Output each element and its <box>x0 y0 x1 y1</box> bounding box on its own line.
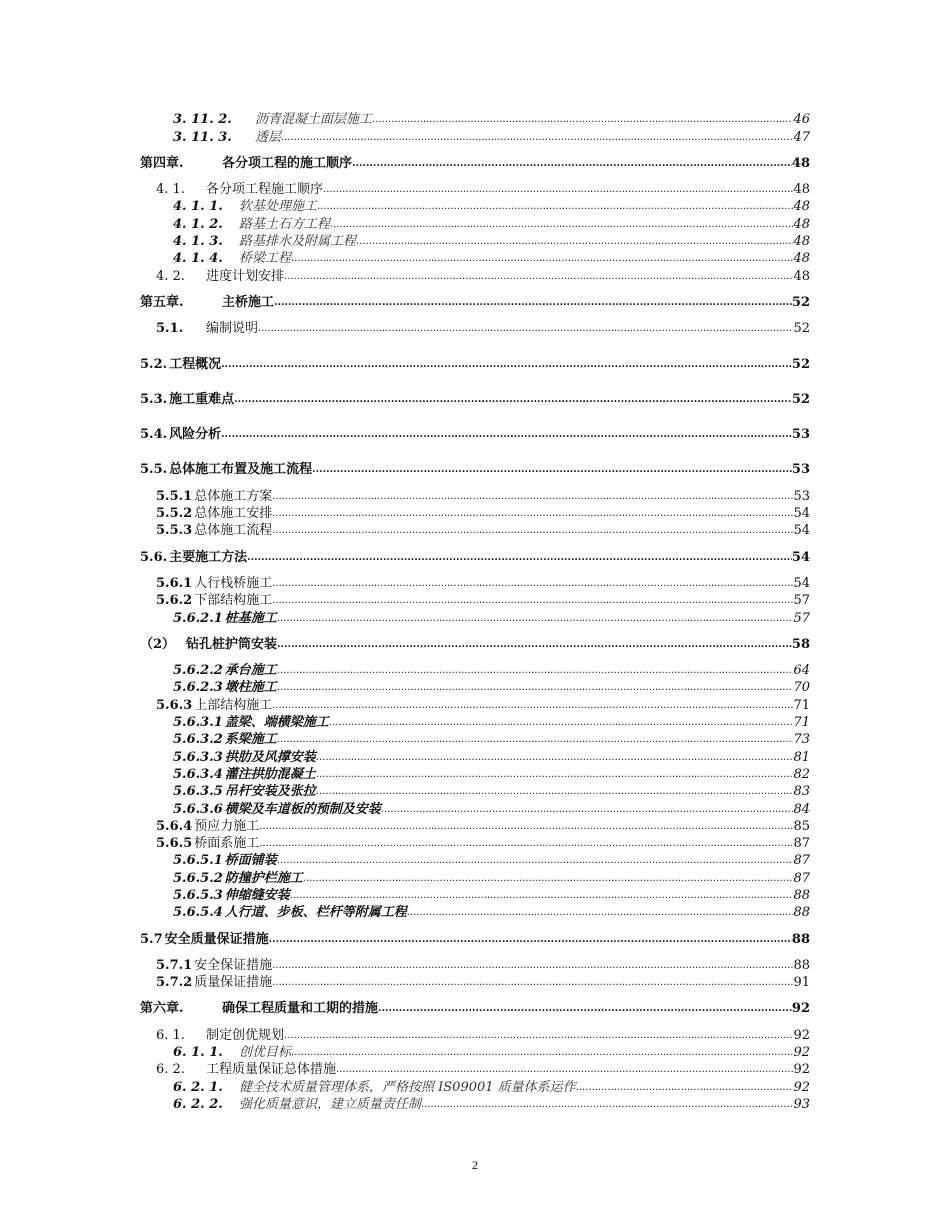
toc-entry[interactable] <box>140 887 810 904</box>
toc-entry-title: 透层 <box>255 129 282 145</box>
toc-entry-title: 桥面系施工 <box>194 836 260 852</box>
toc-entry-number: 5.6.2.1 <box>173 610 223 626</box>
toc-entry-number: 5.6.3.6 <box>173 801 223 817</box>
toc-entry[interactable] <box>140 731 810 748</box>
toc-entry[interactable] <box>140 522 810 539</box>
toc-entry[interactable] <box>140 181 810 198</box>
toc-entry[interactable] <box>140 714 810 731</box>
toc-entry-number: 5.6.5.3 <box>173 887 223 903</box>
toc-dot-leader <box>281 131 793 143</box>
toc-entry-page: 71 <box>793 697 810 713</box>
toc-entry-page: 52 <box>793 321 810 337</box>
toc-entry-number: 5.7.2 <box>156 975 193 991</box>
toc-entry-page: 52 <box>791 391 810 407</box>
toc-entry-page: 92 <box>793 1045 810 1061</box>
toc-entry-page: 81 <box>793 749 810 765</box>
toc-dot-leader <box>272 699 793 711</box>
toc-entry-title: 人行栈桥施工 <box>194 575 273 591</box>
toc-entry[interactable] <box>140 869 810 886</box>
toc-dot-leader <box>372 113 793 125</box>
toc-entry-title: 横梁及车道板的预制及安装 <box>224 801 381 817</box>
toc-dot-leader <box>272 524 793 536</box>
toc-entry-page: 48 <box>793 234 810 250</box>
toc-dot-leader <box>272 577 793 589</box>
toc-entry-page: 85 <box>793 818 810 834</box>
toc-dot-leader <box>247 551 792 563</box>
toc-entry-page: 73 <box>793 732 810 748</box>
toc-entry[interactable] <box>140 426 810 443</box>
toc-entry-page: 53 <box>793 488 810 504</box>
toc-entry-page: 87 <box>793 836 810 852</box>
toc-entry[interactable] <box>140 904 810 921</box>
toc-entry[interactable] <box>140 198 810 215</box>
toc-entry-title: 施工重难点 <box>169 391 235 407</box>
toc-entry-title: 主要施工方法 <box>169 549 248 565</box>
toc-entry-page: 54 <box>793 523 810 539</box>
toc-entry-number: 5.5.2 <box>156 506 193 522</box>
toc-entry-title: 总体施工安排 <box>194 506 273 522</box>
toc-entry-number: 5.6.5.1 <box>173 853 223 869</box>
toc-dot-leader <box>407 906 794 918</box>
toc-entry-number: 4. 1. 4. <box>173 251 223 267</box>
toc-entry-title: 确保工程质量和工期的措施 <box>222 1001 379 1017</box>
toc-entry-page: 48 <box>793 199 810 215</box>
toc-entry-number: 6. 1. 1. <box>173 1045 223 1061</box>
toc-entry-page: 88 <box>793 887 810 903</box>
toc-entry[interactable] <box>140 609 810 626</box>
toc-entry-page: 83 <box>793 784 810 800</box>
toc-dot-leader <box>277 664 794 676</box>
toc-entry[interactable] <box>140 1044 810 1061</box>
toc-entry-page: 54 <box>791 549 810 565</box>
toc-entry-number: 5.6.3.3 <box>173 749 223 765</box>
toc-entry[interactable] <box>140 679 810 696</box>
toc-dot-leader <box>272 959 793 971</box>
toc-entry-number: 5.6.2.2 <box>173 663 223 679</box>
toc-entry-page: 92 <box>793 1079 810 1095</box>
toc-dot-leader <box>381 803 794 815</box>
toc-dot-leader <box>277 854 794 866</box>
toc-entry-page: 48 <box>793 251 810 267</box>
toc-entry-page: 88 <box>791 931 810 947</box>
toc-entry-page: 87 <box>793 870 810 886</box>
toc-entry[interactable] <box>140 355 810 372</box>
toc-entry[interactable] <box>140 233 810 250</box>
toc-entry-number: 第五章. <box>140 294 184 310</box>
toc-entry-number: 6. 2. 1. <box>173 1079 223 1095</box>
toc-entry-page: 92 <box>793 1027 810 1043</box>
toc-entry-page: 48 <box>791 155 810 171</box>
toc-entry-page: 92 <box>793 1062 810 1078</box>
toc-entry-title: 系梁施工 <box>224 732 277 748</box>
toc-entry-title: 强化质量意识，建立质量责任制 <box>239 1096 422 1112</box>
toc-entry-number: 5.6.1 <box>156 575 193 591</box>
toc-entry-title: 上部结构施工 <box>194 697 273 713</box>
toc-entry-number: （2） <box>140 636 176 652</box>
toc-entry[interactable] <box>140 575 810 592</box>
toc-entry[interactable] <box>140 215 810 232</box>
toc-entry[interactable] <box>140 696 810 713</box>
toc-entry-number: 6. 1. <box>156 1027 185 1043</box>
toc-dot-leader <box>316 768 794 780</box>
toc-entry-page: 48 <box>793 182 810 198</box>
toc-entry-number: 5.7 <box>140 931 163 947</box>
toc-entry-number: 5.6.3.5 <box>173 784 223 800</box>
toc-entry-title: 预应力施工 <box>194 818 260 834</box>
toc-entry[interactable] <box>140 548 810 565</box>
toc-entry-number: 5.1. <box>156 321 184 337</box>
toc-entry-title: 防撞护栏施工 <box>224 870 303 886</box>
toc-entry[interactable] <box>140 957 810 974</box>
toc-entry-number: 5.6.5.2 <box>173 870 223 886</box>
toc-entry[interactable] <box>140 320 810 337</box>
toc-entry-page: 70 <box>793 680 810 696</box>
toc-entry-title: 安全保证措施 <box>194 957 273 973</box>
toc-entry-number: 5.6.3.2 <box>173 732 223 748</box>
toc-entry-page: 82 <box>793 766 810 782</box>
toc-entry[interactable] <box>140 128 810 145</box>
toc-entry-title: 伸缩缝安装 <box>224 887 290 903</box>
toc-entry-number: 5.7.1 <box>156 957 193 973</box>
toc-entry-number: 5.6.3.1 <box>173 715 223 731</box>
toc-entry-number: 5.5.1 <box>156 488 193 504</box>
toc-entry[interactable] <box>140 662 810 679</box>
toc-dot-leader <box>272 490 793 502</box>
toc-dot-leader <box>274 296 792 308</box>
toc-entry-title: 总体施工方案 <box>194 488 273 504</box>
toc-entry[interactable] <box>140 974 810 991</box>
toc-entry-number: 第六章. <box>140 1001 184 1017</box>
table-of-contents <box>140 111 810 1113</box>
toc-entry-number: 3. 11. 3. <box>173 129 232 145</box>
toc-entry[interactable] <box>140 852 810 869</box>
toc-dot-leader <box>576 1081 794 1093</box>
toc-entry-page: 57 <box>793 610 810 626</box>
toc-dot-leader <box>352 157 792 169</box>
toc-entry-title: 盖梁、端横梁施工 <box>224 715 329 731</box>
toc-entry-title: 主桥施工 <box>222 294 275 310</box>
toc-dot-leader <box>378 1002 792 1014</box>
toc-entry-title: 总体施工流程 <box>194 523 273 539</box>
toc-entry-number: 5.2. <box>140 356 168 372</box>
toc-entry-page: 52 <box>791 356 810 372</box>
toc-entry[interactable] <box>140 155 810 172</box>
toc-entry-page: 71 <box>793 715 810 731</box>
toc-dot-leader <box>221 358 792 370</box>
toc-entry-title: 承台施工 <box>224 663 277 679</box>
toc-entry-page: 52 <box>791 294 810 310</box>
toc-entry-number: 5.6. <box>140 549 168 565</box>
toc-entry-number: 5.4. <box>140 427 168 443</box>
toc-dot-leader <box>221 428 792 440</box>
toc-dot-leader <box>277 612 794 624</box>
toc-entry[interactable] <box>140 1078 810 1095</box>
toc-entry[interactable] <box>140 930 810 947</box>
toc-entry-title: 沥青混凝土面层施工 <box>255 112 373 128</box>
toc-entry-page: 88 <box>793 905 810 921</box>
toc-entry-title: 健全技术质量管理体系，严格按照 IS09001 质量体系运作 <box>239 1079 576 1095</box>
toc-dot-leader <box>290 889 794 901</box>
toc-entry-title: 总体施工布置及施工流程 <box>169 462 313 478</box>
toc-entry-page: 47 <box>793 129 810 145</box>
toc-entry[interactable] <box>140 250 810 267</box>
toc-entry-number: 4. 1. 2. <box>173 216 223 232</box>
toc-dot-leader <box>259 820 793 832</box>
toc-entry[interactable] <box>140 461 810 478</box>
toc-entry-title: 质量保证措施 <box>194 975 273 991</box>
toc-entry-number: 5.6.3 <box>156 697 193 713</box>
toc-dot-leader <box>277 733 794 745</box>
toc-entry[interactable] <box>140 592 810 609</box>
toc-entry[interactable] <box>140 636 810 653</box>
toc-entry[interactable] <box>140 294 810 311</box>
toc-entry-title: 桥梁工程 <box>239 251 292 267</box>
toc-entry-number: 5.6.2.3 <box>173 680 223 696</box>
toc-dot-leader <box>272 507 793 519</box>
toc-entry[interactable] <box>140 505 810 522</box>
toc-dot-leader <box>258 322 793 334</box>
toc-entry-title: 灌注拱肋混凝土 <box>224 766 316 782</box>
toc-entry[interactable] <box>140 487 810 504</box>
toc-entry-page: 48 <box>793 216 810 232</box>
toc-entry-page: 57 <box>793 593 810 609</box>
toc-entry[interactable] <box>140 267 810 284</box>
toc-entry-number: 4. 1. 3. <box>173 234 223 250</box>
toc-entry-title: 吊杆安装及张拉 <box>224 784 316 800</box>
toc-entry[interactable] <box>140 1000 810 1017</box>
toc-entry-page: 53 <box>791 462 810 478</box>
toc-entry-title: 各分项工程施工顺序 <box>206 182 324 198</box>
toc-entry-title: 桥面铺装 <box>224 853 277 869</box>
toc-dot-leader <box>291 1046 793 1058</box>
toc-dot-leader <box>269 933 792 945</box>
toc-entry-title: 安全质量保证措施 <box>164 931 269 947</box>
toc-dot-leader <box>330 218 793 230</box>
toc-entry-title: 各分项工程的施工顺序 <box>222 155 353 171</box>
toc-dot-leader <box>291 252 793 264</box>
toc-entry[interactable] <box>140 111 810 128</box>
toc-dot-leader <box>336 1063 793 1075</box>
toc-entry-title: 拱肋及风撑安装 <box>224 749 316 765</box>
toc-entry-page: 87 <box>793 853 810 869</box>
toc-entry-page: 53 <box>791 427 810 443</box>
toc-entry-number: 第四章. <box>140 155 184 171</box>
toc-dot-leader <box>234 393 792 405</box>
toc-entry[interactable] <box>140 766 810 783</box>
toc-dot-leader <box>421 1098 793 1110</box>
toc-entry-number: 5.3. <box>140 391 168 407</box>
toc-dot-leader <box>329 716 794 728</box>
toc-entry[interactable] <box>140 1096 810 1113</box>
toc-entry-page: 93 <box>793 1096 810 1112</box>
toc-entry-number: 5.5. <box>140 462 168 478</box>
toc-dot-leader <box>316 751 794 763</box>
toc-entry-page: 64 <box>793 663 810 679</box>
toc-entry-title: 下部结构施工 <box>194 593 273 609</box>
toc-dot-leader <box>284 1029 793 1041</box>
toc-entry-page: 88 <box>793 957 810 973</box>
toc-entry-page: 92 <box>791 1001 810 1017</box>
toc-entry-title: 路基土石方工程 <box>239 216 331 232</box>
toc-entry[interactable] <box>140 783 810 800</box>
toc-entry-number: 4. 1. <box>156 182 185 198</box>
toc-entry[interactable] <box>140 1061 810 1078</box>
toc-entry-number: 5.5.3 <box>156 523 193 539</box>
toc-entry-title: 工程质量保证总体措施 <box>206 1062 337 1078</box>
toc-entry[interactable] <box>140 1026 810 1043</box>
toc-entry[interactable] <box>140 391 810 408</box>
toc-dot-leader <box>272 976 793 988</box>
toc-entry-number: 4. 1. 1. <box>173 199 223 215</box>
toc-entry-title: 桩基施工 <box>224 610 277 626</box>
toc-entry-title: 路基排水及附属工程 <box>239 234 357 250</box>
toc-entry[interactable] <box>140 748 810 765</box>
toc-dot-leader <box>317 200 793 212</box>
toc-dot-leader <box>277 638 792 650</box>
toc-entry-title: 创优目标 <box>239 1045 292 1061</box>
toc-entry-title: 墩柱施工 <box>224 680 277 696</box>
toc-entry-title: 制定创优规划 <box>206 1027 285 1043</box>
toc-entry-page: 48 <box>793 268 810 284</box>
toc-dot-leader <box>316 785 794 797</box>
toc-entry-number: 5.6.4 <box>156 818 193 834</box>
toc-entry-title: 风险分析 <box>169 427 222 443</box>
toc-entry-title: 工程概况 <box>169 356 222 372</box>
toc-entry[interactable] <box>140 800 810 817</box>
toc-entry-number: 5.6.5 <box>156 836 193 852</box>
toc-entry-title: 软基处理施工 <box>239 199 318 215</box>
toc-dot-leader <box>277 681 794 693</box>
toc-entry-number: 3. 11. 2. <box>173 112 232 128</box>
toc-dot-leader <box>323 183 793 195</box>
toc-entry-page: 54 <box>793 575 810 591</box>
toc-entry[interactable] <box>140 818 810 835</box>
toc-dot-leader <box>356 235 793 247</box>
toc-dot-leader <box>303 872 794 884</box>
toc-entry-number: 4. 2. <box>156 268 185 284</box>
toc-dot-leader <box>259 837 793 849</box>
toc-entry-page: 91 <box>793 975 810 991</box>
toc-entry-page: 84 <box>793 801 810 817</box>
toc-entry-page: 58 <box>791 636 810 652</box>
toc-entry-title: 进度计划安排 <box>206 268 285 284</box>
toc-entry-title: 人行道、步板、栏杆等附属工程 <box>224 905 407 921</box>
toc-entry-number: 5.6.5.4 <box>173 905 223 921</box>
page-number: 2 <box>472 1158 478 1172</box>
toc-dot-leader <box>272 594 793 606</box>
toc-entry-title: 编制说明 <box>206 321 259 337</box>
toc-entry[interactable] <box>140 835 810 852</box>
toc-entry-number: 6. 2. 2. <box>173 1096 223 1112</box>
toc-entry-number: 5.6.2 <box>156 593 193 609</box>
toc-entry-page: 46 <box>793 112 810 128</box>
toc-dot-leader <box>312 463 792 475</box>
toc-entry-number: 6. 2. <box>156 1062 185 1078</box>
toc-entry-number: 5.6.3.4 <box>173 766 223 782</box>
toc-dot-leader <box>284 270 793 282</box>
toc-entry-title: 钻孔桩护筒安装 <box>186 636 278 652</box>
toc-entry-page: 54 <box>793 506 810 522</box>
